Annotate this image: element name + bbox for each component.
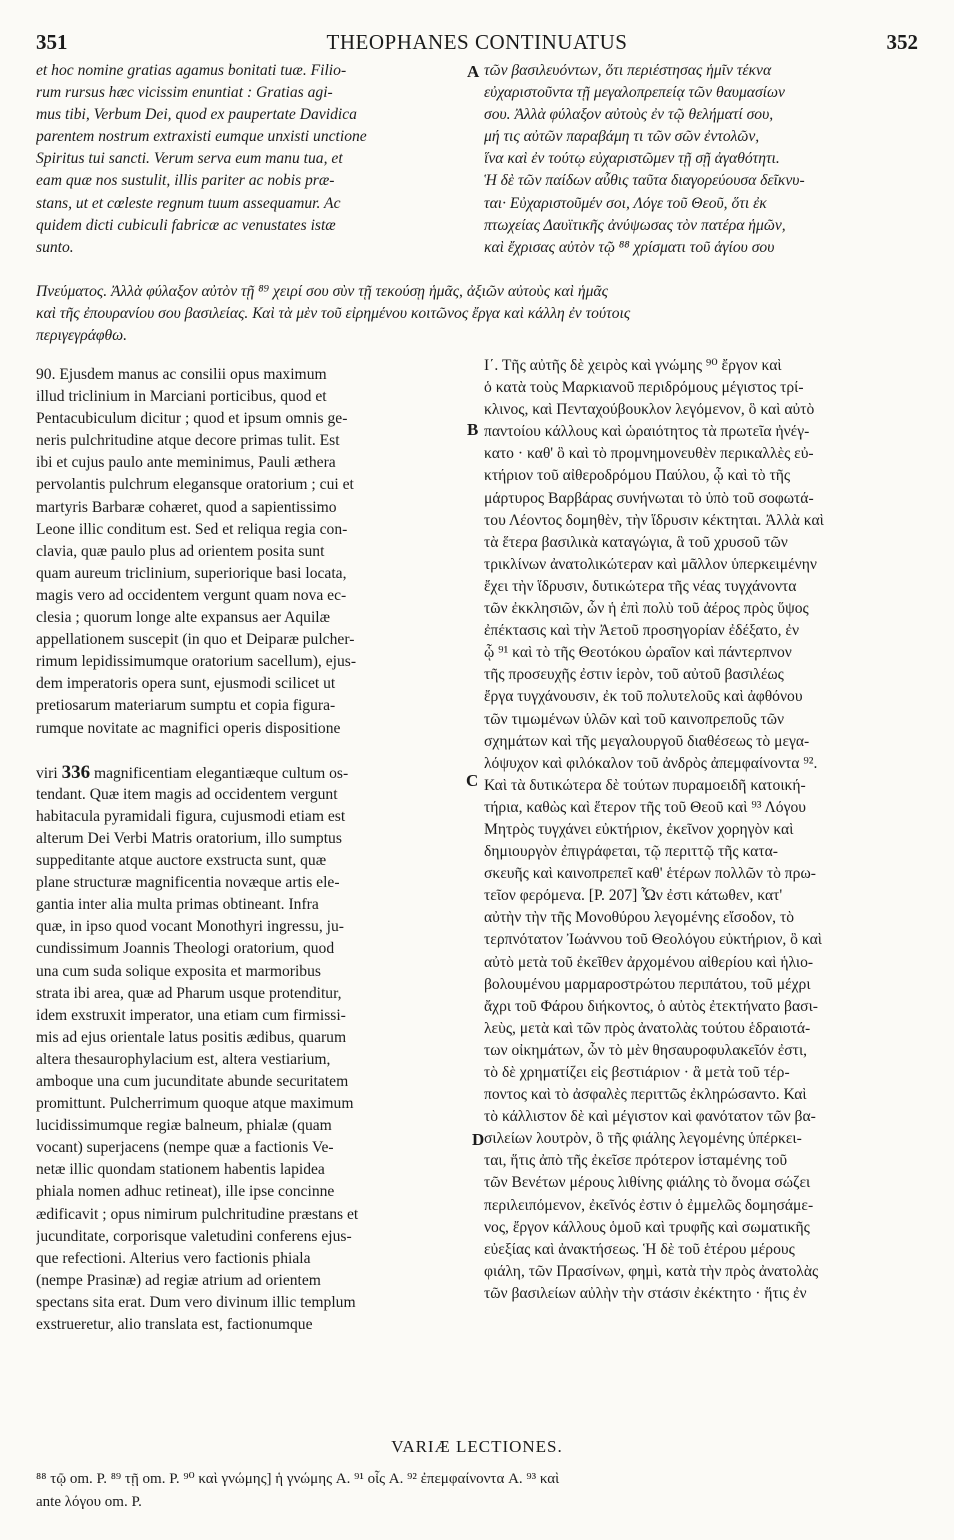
text-line: promittunt. Pulcherrimum quoque atque maximum: [36, 1095, 354, 1113]
text-line: vocant) superjacens (nempe quæ a factionis Ve-: [36, 1139, 334, 1157]
text-line: ποντος καὶ τὸ ἀσφαλὲς περιττῶς ἐκληρώσαντο. Καὶ: [484, 1086, 807, 1104]
text-line: δημιουργὸν ἐπιγράφεται, τῷ περιττῷ τῆς κατα-: [484, 843, 778, 861]
text-line: φιάλη, τῶν Πρασίνων, φημὶ, κατὰ τὴν πρὸς ἀνατολὰς: [484, 1262, 819, 1280]
text-line: amboque una cum jucunditate abunde securitatem: [36, 1073, 349, 1090]
page-number-right: 352: [886, 30, 918, 54]
text-line: martyris Barbaræ cohæret, quod a sapientissimo: [36, 498, 337, 516]
text-line: τὰ ἕτερα βασιλικὰ καταγώγια, ἃ τοῦ χρυσοῦ τῶν: [484, 533, 788, 551]
text-line: ται, ἥτις ἀπὸ τῆς ἐκεῖσε πρότερον ἱσταμένης τοῦ: [484, 1152, 788, 1170]
text-line-suffix: magnificentiam elegantiæque cultum os-: [90, 764, 349, 782]
text-line: gantia inter alia multa primas obtineant. Infra: [36, 896, 319, 914]
text-line: αὐτὸ μετὰ τοῦ ἐκεῖθεν ἀρχομένου αἰθερίου καὶ ἡλιο-: [484, 953, 814, 971]
text-line: των οἰκημάτων, ὧν τὸ μὲν θησαυροφυλακεῖόν ἐστι,: [484, 1041, 808, 1059]
text-line: Καὶ τὰ δυτικώτερα δὲ τούτων πυραμοειδῆ κατοική-: [484, 776, 806, 794]
text-line: strata ibi area, quæ ad Pharum usque protenditur,: [36, 984, 342, 1002]
text-line: jucunditate, corporisque valetudini conferens ejus-: [36, 1227, 352, 1245]
greek-column-body: [484, 355, 916, 1393]
text-line: τῆς προσευχῆς ἐστιν ἱερὸν, τοῦ αὐτοῦ βασιλέως: [484, 666, 784, 684]
text-line: netæ illic quondam stationem habentis lapidea: [36, 1161, 325, 1179]
margin-marker-d: D: [472, 1130, 485, 1149]
text-line: [484, 1349, 916, 1371]
text-line: habitacula pyramidali figura, cujusmodi etiam est: [36, 807, 346, 825]
text-line: μή τις αὐτῶν παραβάμη τι τῶν σῶν ἐντολῶν,: [484, 128, 760, 146]
text-line: [484, 259, 916, 281]
greek-column-top: [484, 60, 916, 281]
text-line: et hoc nomine gratias agamus bonitati tuæ. Filio-: [36, 62, 347, 79]
text-line: suppeditante atque auctore exstructa sunt, quæ: [36, 852, 327, 870]
text-line: του Λέοντος δομηθὲν, τὴν ἵδρυσιν κέκτηται. Ἀλλὰ καὶ: [484, 511, 824, 529]
text-line: παντοίου κάλλους καὶ ὡραιότητος τὰ πρωτεῖα ἠνέγ-: [484, 423, 810, 441]
text-line: τήρια, καθὼς καὶ ἕτερον τῆς τοῦ Θεοῦ καὶ ⁹³ Λόγου: [484, 798, 806, 816]
text-line: [484, 1305, 916, 1327]
latin-column-top: [36, 60, 471, 281]
text-line: καὶ ἔχρισας αὐτὸν τῷ ⁸⁸ χρίσματι τοῦ ἁγίου σου: [484, 238, 775, 256]
text-line: rimum lepidissimumque oratorium sacellum), ejus-: [36, 653, 357, 671]
text-line: 90. Ejusdem manus ac consilii opus maximum: [36, 366, 327, 383]
text-line: clavia, quæ paulo plus ad orientem posita sunt: [36, 542, 325, 560]
text-line: μάρτυρος Βαρβάρας συνήνωται τὸ ὑπὸ τοῦ σοφωτά-: [484, 489, 814, 507]
text-line: τὸ δὲ χρηματίζει εἰς βεστιάριον · ἃ μετὰ τοῦ τέρ-: [484, 1064, 790, 1081]
page-marker-number: 336: [61, 761, 91, 783]
text-line: τὸ κάλλιστον δὲ καὶ μέγιστον καὶ φανότατον τῶν βα-: [484, 1108, 816, 1126]
text-line: εὐχαριστοῦντα τῇ μεγαλοπρεπείᾳ τῶν θαυμασίων: [484, 84, 785, 102]
text-line: σου. Ἀλλὰ φύλαξον αὐτοὺς ἐν τῷ θελήματί σου,: [484, 106, 774, 124]
text-line: τρικλίνων ἀνατολικώτεραν καὶ μᾶλλον ὑπερκειμένην: [484, 555, 817, 573]
text-line: ἐπέκτασις καὶ τὴν Ἀετοῦ προσηγορίαν ἐδέξατο, ἐν: [484, 622, 800, 640]
text-line: dem imperatoris opera sunt, ejusmodi scilicet ut: [36, 675, 336, 693]
text-line: quam aureum triclinium, superiorique basi locata,: [36, 564, 347, 582]
apparatus-line: ante λόγου om. P.: [36, 1494, 142, 1510]
text-line: spectans sita erat. Dum vero divinum illic templum: [36, 1293, 356, 1311]
greek-fullwidth-line: περιγεγράφθω.: [36, 327, 128, 344]
text-line: que refectioni. Alterius vero factionis phiala: [36, 1249, 311, 1267]
greek-fullwidth-line: Πνεύματος. Ἀλλὰ φύλαξον αὐτὸν τῇ ⁸⁹ χειρί σου σὺν τῇ τεκούσῃ ἡμᾶς, ἀξιῶν αὐτοὺς καὶ ἡμᾶς: [36, 283, 608, 300]
text-line: λόψυχον καὶ φιλόκαλον τοῦ ἀνδρὸς ἀπεμφαίνοντα ⁹².: [484, 754, 818, 772]
text-line: [36, 1336, 471, 1358]
text-line: κατο · καθ' ὃ καὶ τὸ προμνημονευθὲν περικαλλὲς εὐ-: [484, 445, 814, 463]
text-line: una cum suda solique exposita et marmoribus: [36, 962, 321, 980]
text-line: σιλείων λουτρὸν, ὃ τῆς φιάλης λεγομένης ὑπέρκει-: [484, 1130, 802, 1148]
margin-marker-a: A: [467, 62, 480, 81]
margin-marker-c: C: [466, 771, 479, 790]
text-line: neris pulchritudine atque decore primas tulit. Est: [36, 432, 340, 450]
text-line: τῶν Βενέτων μέρους λιθίνης φιάλης τὸ ὄνομα σώζει: [484, 1174, 811, 1192]
text-line: lucidissimumque regiæ balneum, phialæ (quam: [36, 1117, 332, 1135]
text-line: Spiritus tui sancti. Verum serva eum manu tua, et: [36, 150, 343, 168]
text-line: ἵνα καὶ ἐν τούτῳ εὐχαριστῶμεν τῇ σῇ ἀγαθότητι.: [484, 150, 780, 168]
text-line: [36, 259, 471, 281]
text-line: Ι΄. Τῆς αὐτῆς δὲ χειρὸς καὶ γνώμης ⁹⁰ ἔργον καὶ: [484, 357, 782, 374]
margin-marker-b: B: [467, 420, 479, 439]
text-line: κλινος, καὶ Πενταχούβουκλον λεγόμενον, ὃ καὶ αὐτὸ: [484, 401, 815, 419]
text-line: [36, 1358, 471, 1380]
text-line-prefix: viri: [36, 764, 62, 782]
text-line: magis vero ad occidentem vergunt quam nova ec-: [36, 586, 347, 604]
text-line: [36, 740, 471, 762]
running-title: THEOPHANES CONTINUATUS: [326, 30, 628, 54]
text-line: plane structuræ magnificentia novæque artis ele-: [36, 874, 340, 892]
text-line: τερπνότατον Ἰωάννου τοῦ Θεολόγου εὐκτήριον, ὃ καὶ: [484, 931, 822, 949]
text-line: ὁ κατὰ τοὺς Μαρκιανοῦ περιδρόμους μέγιστος τρί-: [484, 379, 804, 397]
text-line: [484, 1371, 916, 1393]
text-line: τεῖον φερόμενα. [P. 207] Ὧν ἐστι κάτωθεν, κατ': [484, 887, 783, 905]
text-line: altera thesaurophylacium est, altera vestiarium,: [36, 1050, 331, 1068]
text-line: pretiosarum materiarum sumptu et copia figura-: [36, 697, 336, 715]
text-line: stans, ut et cœleste regnum tuum assequamur. Ac: [36, 194, 341, 212]
text-line: ἄχρι τοῦ Φάρου διήκοντος, ὁ αὐτὸς ἐτεκτήνατο βασι-: [484, 997, 818, 1015]
text-line: βολουμένου μαρμαροστρώτου περιπάτου, τοῦ μέχρι: [484, 975, 811, 993]
text-line: ædificavit ; opus nimirum pulchritudine præstans et: [36, 1205, 359, 1223]
text-line: [36, 762, 471, 784]
apparatus-line: ⁸⁸ τῷ om. P. ⁸⁹ τῇ om. P. ⁹⁰ καὶ γνώμης] ἡ γνώμης A. ⁹¹ οἷς A. ⁹² ἐπεμφαίνοντα A. ⁹³ καὶ: [36, 1471, 560, 1487]
text-line: σκευῆς καὶ καινοπρεπεῖ καθ' ἑτέρων πολλῶν τὸ πρω-: [484, 865, 816, 883]
text-line: ται· Εὐχαριστοῦμέν σοι, Λόγε τοῦ Θεοῦ, ὅτι ἐκ: [484, 194, 767, 212]
text-line: quæ, in ipso quod vocant Monothyri ingressu, ju-: [36, 918, 344, 936]
text-line: idem exstruxit imperator, una etiam cum firmissi-: [36, 1006, 346, 1024]
text-line: σχημάτων καὶ τῆς μεγαλουργοῦ διαθέσεως τὸ μεγα-: [484, 732, 810, 750]
page-number-left: 351: [36, 30, 68, 54]
text-line: τῶν βασιλευόντων, ὅτι περιέστησας ἡμῖν τέκνα: [484, 62, 772, 79]
text-line: νος, ἔργον κάλλους ὁμοῦ καὶ τρυφῆς καὶ σωματικῆς: [484, 1218, 810, 1236]
text-line: pervolantis pulchrum elegansque oratorium ; cui et: [36, 476, 354, 494]
text-line: tendant. Quæ item magis ad occidentem vergunt: [36, 785, 338, 803]
text-line: ἔργα τυγχάνουσιν, ἐκ τοῦ πολυτελοῦς καὶ ἀφθόνου: [484, 688, 803, 706]
latin-column-body: [36, 364, 471, 1380]
text-line: ibi et cujus paulo ante meminimus, Pauli æthera: [36, 454, 336, 472]
text-line: mis ad ejus orientale latus positis ædibus, quarum: [36, 1028, 347, 1046]
text-line: eam quæ nos sustulit, illis pariter ac nobis præ-: [36, 172, 335, 190]
text-line: κτήριον τοῦ αἰθεροδρόμου Παύλου, ᾧ καὶ τὸ τῆς: [484, 467, 791, 485]
text-line: πτωχείας Δαυϊτικῆς ἀνύψωσας τὸν πατέρα ἡμῶν,: [484, 216, 786, 234]
text-line: phiala nomen adhuc retineat), ille ipse concinne: [36, 1183, 335, 1201]
text-line: Leone illic conditum est. Sed et reliqua regia con-: [36, 520, 348, 538]
text-line: exstrueretur, alio translata est, factionumque: [36, 1316, 313, 1334]
page-header: [36, 30, 918, 60]
text-line: (nempe Prasinæ) ad regiæ atrium ad orientem: [36, 1271, 321, 1289]
text-line: clesia ; quorum longe alte expansus aer Aquilæ: [36, 609, 331, 627]
text-line: τῶν τιμωμένων ὑλῶν καὶ τοῦ καινοπρεποῦς τῶν: [484, 710, 785, 728]
text-line: τῶν βασιλείων αὐλὴν τὴν στάσιν ἐκέκτητο · ἥτις ἐν: [484, 1284, 807, 1302]
text-line: alterum Dei Verbi Matris oratorium, illo sumptus: [36, 829, 342, 847]
text-line: cundissimum Joannis Theologi oratorium, quod: [36, 940, 335, 958]
text-line: parentem nostrum extraxisti eumque unxisti unctione: [36, 128, 367, 146]
text-line: quidem dicti cubiculi fabricæ ac venustates istæ: [36, 216, 336, 234]
text-line: appellationem suscepit (in quo et Deiparæ pulcher-: [36, 631, 355, 649]
text-line: rumque novitate ac magnifici operis dispositione: [36, 719, 341, 737]
text-line: ᾧ ⁹¹ καὶ τὸ τῆς Θεοτόκου ὡραῖον καὶ πάντερπνον: [484, 644, 792, 662]
text-line: λεὺς, μετὰ καὶ τῶν πρὸς ἀνατολὰς τούτου ἑδραιοτά-: [484, 1019, 811, 1037]
text-line: Μητρὸς τυγχάνει εὐκτήριον, ἐκεῖνον χορηγὸν καὶ: [484, 820, 794, 838]
text-line: sunto.: [36, 238, 74, 256]
text-line: mus tibi, Verbum Dei, quod ex paupertate Davidica: [36, 106, 357, 124]
text-line: Pentacubiculum dicitur ; quod et ipsum omnis ge-: [36, 410, 348, 428]
text-line: ἔχει τὴν ἵδρυσιν, δυτικώτερα τῆς νέας τυγχάνοντα: [484, 577, 797, 595]
text-line: εὐεξίας καὶ ἀνακτήσεως. Ἡ δὲ τοῦ ἑτέρου μέρους: [484, 1240, 795, 1258]
text-line: περιλειπόμενον, ἐκεῖνός ἐστιν ὁ ἐμμελῶς δομησάμε-: [484, 1196, 814, 1214]
text-line: Ἡ δὲ τῶν παίδων αὖθις ταῦτα διαγορεύουσα δεῖκνυ-: [484, 172, 805, 190]
text-line: rum rursus hæc vicissim enuntiat : Gratias agi-: [36, 84, 333, 102]
text-line: τῶν ἐκκλησιῶν, ὧν ἡ ἐπὶ πολὺ τοῦ ἀέρος πρὸς ὕψος: [484, 600, 809, 618]
greek-fullwidth-line: καὶ τῆς ἐπουρανίου σου βασιλείας. Καὶ τὰ μὲν τοῦ εἰρημένου κοιτῶνος ἔργα καὶ κάλλη ἐν τούτοις: [36, 305, 631, 322]
variae-lectiones-heading: VARIÆ LECTIONES.: [391, 1437, 563, 1456]
text-line: αὐτὴν τὴν τῆς Μονοθύρου λεγομένης εἴσοδον, τὸ: [484, 909, 795, 927]
text-line: illud triclinium in Marciani porticibus, quod et: [36, 388, 327, 406]
text-line: [484, 1327, 916, 1349]
